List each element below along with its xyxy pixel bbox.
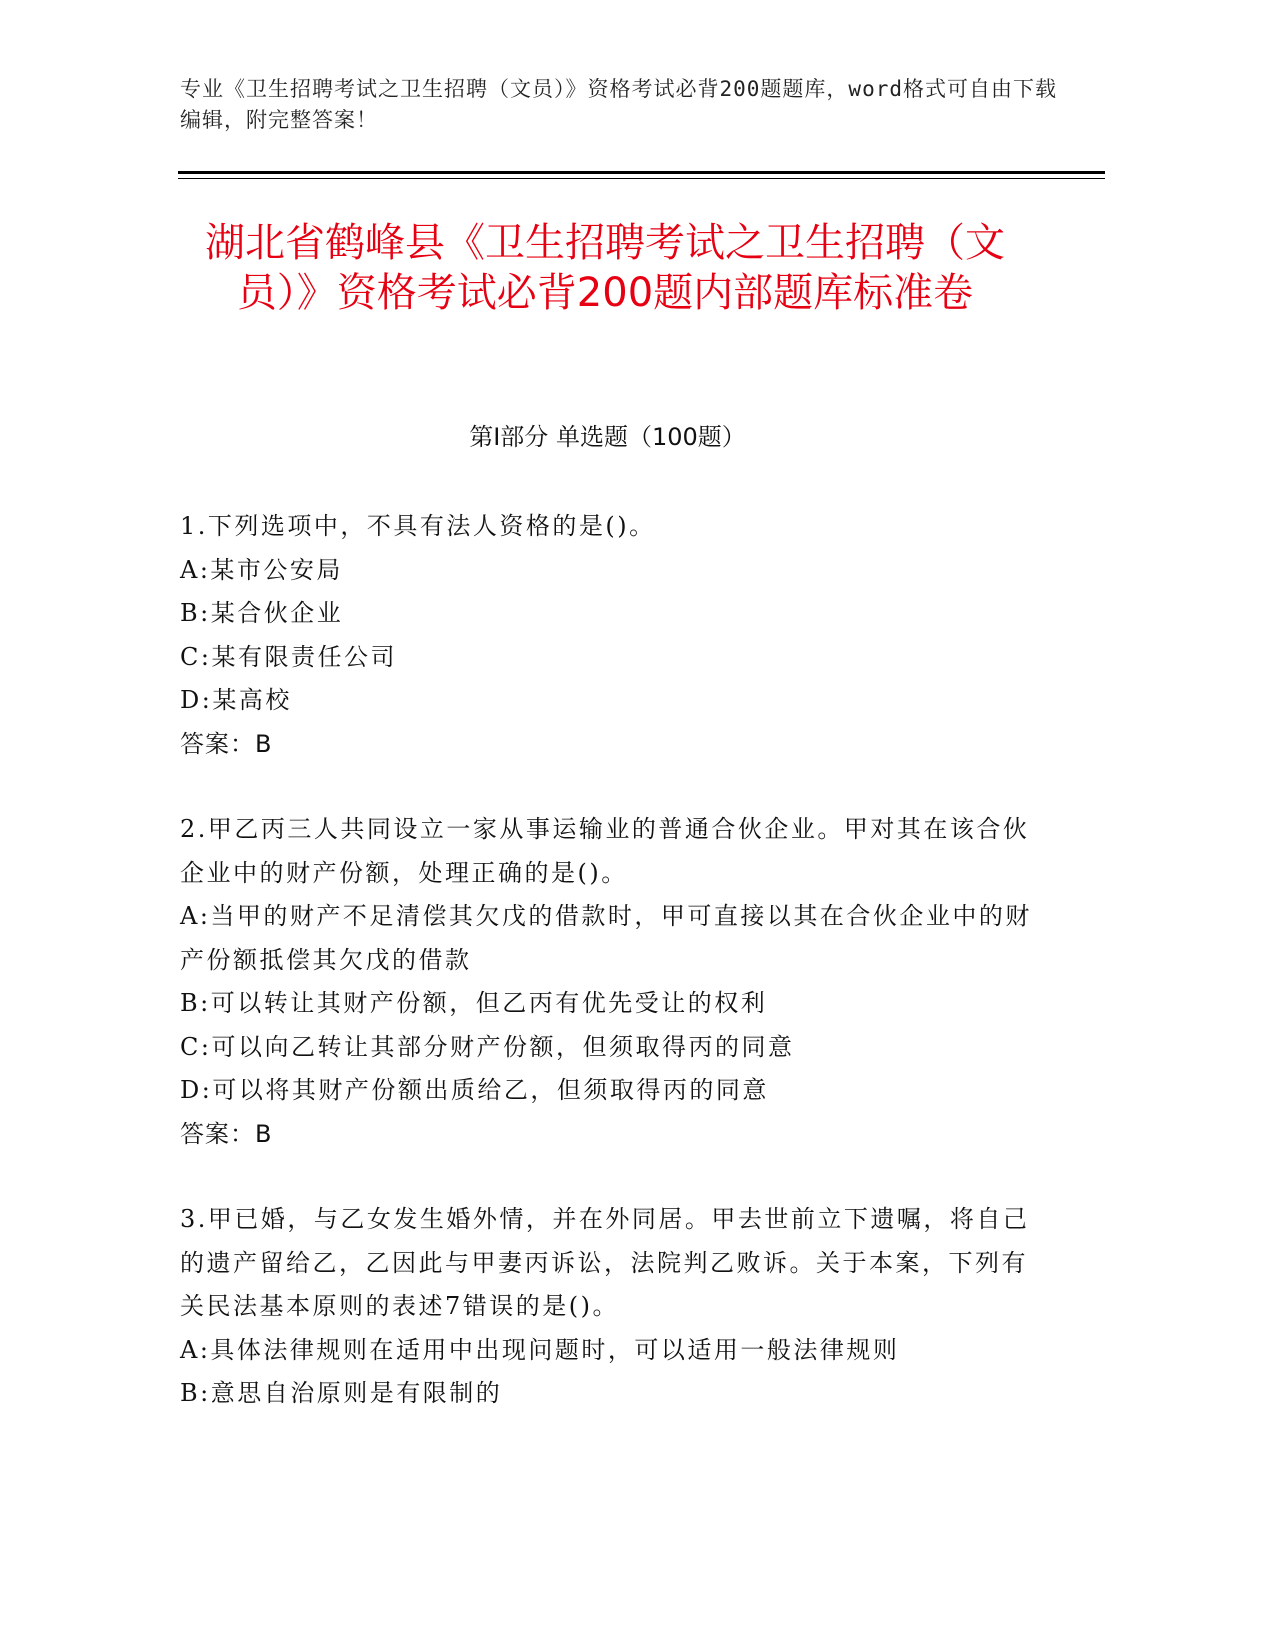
header-rule-thick — [178, 171, 1105, 174]
option-c: C:可以向乙转让其部分财产份额，但须取得丙的同意 — [180, 1032, 795, 1061]
question-2 — [180, 808, 1040, 1156]
option-b: B:意思自治原则是有限制的 — [180, 1379, 503, 1407]
question-1 — [180, 505, 1040, 766]
option-b: B:某合伙企业 — [180, 599, 344, 627]
question-list — [180, 505, 1040, 1458]
option-c: C:某有限责任公司 — [180, 642, 397, 671]
header-rule-thin — [178, 178, 1105, 179]
option-d: D:可以将其财产份额出质给乙，但须取得丙的同意 — [180, 1076, 769, 1104]
question-3 — [180, 1198, 1040, 1416]
option-a: A:具体法律规则在适用中出现问题时，可以适用一般法律规则 — [180, 1335, 900, 1364]
document-title: 湖北省鹤峰县《卫生招聘考试之卫生招聘（文员）》资格考试必背200题内部题库标准卷 — [205, 220, 1005, 316]
question-stem: 2.甲乙丙三人共同设立一家从事运输业的普通合伙企业。甲对其在该合伙企业中的财产份额，处理正确的是()。 — [180, 815, 1030, 887]
header-note: 专业《卫生招聘考试之卫生招聘（文员）》资格考试必背200题题库，word格式可自由下载编辑，附完整答案！ — [180, 77, 1057, 132]
answer: 答案：B — [180, 1119, 273, 1148]
option-a: A:某市公安局 — [180, 555, 343, 584]
option-a: A:当甲的财产不足清偿其欠戊的借款时，甲可直接以其在合伙企业中的财产份额抵偿其欠戊的借款 — [180, 902, 1032, 974]
question-stem: 3.甲已婚，与乙女发生婚外情，并在外同居。甲去世前立下遗嘱，将自己的遗产留给乙，乙因此与甲妻丙诉讼，法院判乙败诉。关于本案，下列有关民法基本原则的表述7错误的是()。 — [180, 1205, 1030, 1320]
section-title: 第I部分 单选题（100题） — [469, 423, 746, 451]
option-b: B:可以转让其财产份额，但乙丙有优先受让的权利 — [180, 989, 768, 1017]
answer: 答案：B — [180, 729, 273, 758]
question-stem: 1.下列选项中，不具有法人资格的是()。 — [180, 512, 656, 540]
option-d: D:某高校 — [180, 686, 292, 714]
